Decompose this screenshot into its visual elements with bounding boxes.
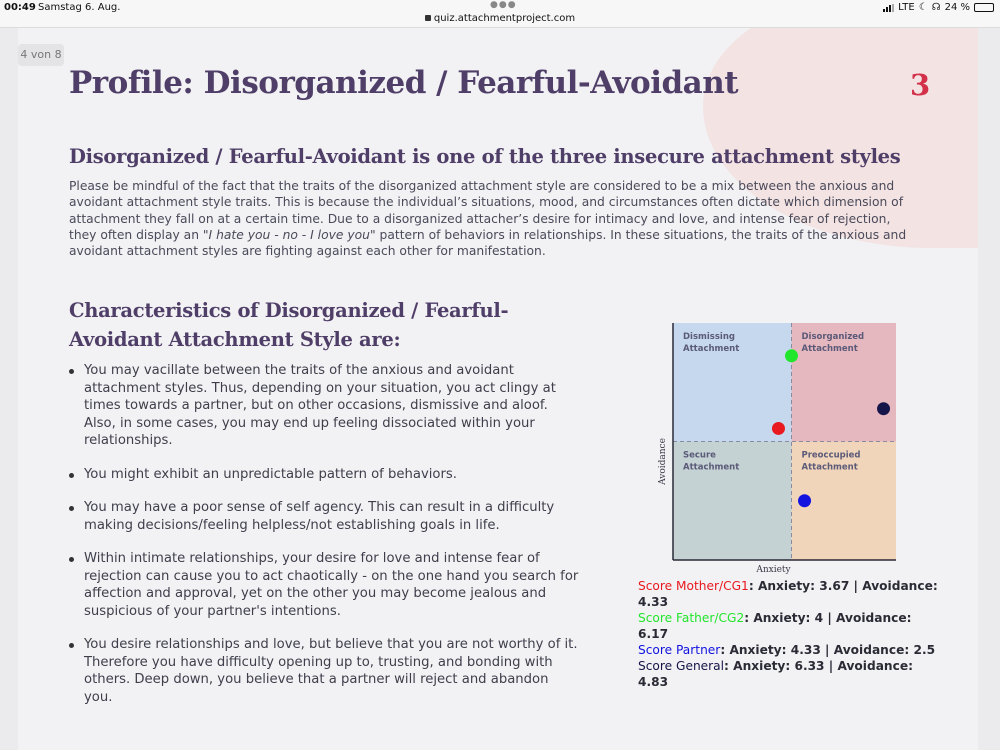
url-text: quiz.attachmentproject.com [433, 13, 576, 24]
list-item: You desire relationships and love, but believe that you are not worthy of it. Therefore you have difficulty opening up to, trusting, and bonding with others. Deep down, you believe that a partner will reject and abandon you. [69, 636, 579, 706]
list-item: You might exhibit an unpredictable pattern of behaviors. [69, 466, 579, 484]
section-heading-characteristics: Characteristics of Disorganized / Fearful-Avoidant Attachment Style are: [69, 299, 509, 351]
quadrant-secure-label: Secure [683, 450, 716, 461]
characteristics-list [69, 362, 579, 722]
moon-icon: ☾ [918, 2, 928, 13]
score-row-mother: Score Mother/CG1: Anxiety: 3.67 | Avoidance: 4.33 [638, 579, 938, 609]
quadrant-disorganized-label: Attachment [801, 344, 858, 354]
score-value: Anxiety: 4 | Avoidance: 6.17 [638, 611, 912, 641]
attachment-chart [636, 318, 896, 580]
score-value: Anxiety: 3.67 | Avoidance: 4.33 [638, 579, 938, 609]
multitask-dots-icon[interactable]: ●●● [490, 0, 517, 10]
x-axis-label: Anxiety [756, 565, 791, 575]
score-value: Anxiety: 4.33 | Avoidance: 2.5 [729, 643, 936, 657]
quadrant-dismissing-label: Dismissing [683, 332, 735, 342]
score-label: Score Partner [638, 643, 721, 657]
headphones-icon: ☊ [931, 2, 941, 13]
quadrant-preoccupied-label: Attachment [801, 462, 858, 473]
status-date: Samstag 6. Aug. [38, 2, 121, 13]
signal-icon [883, 4, 894, 12]
section-heading-insecure: Disorganized / Fearful-Avoidant is one of the three insecure attachment styles [69, 145, 901, 168]
status-bar [0, 0, 1000, 28]
point-mother [772, 422, 785, 435]
intro-text-1: Please be mindful of the fact that the traits of the disorganized attachment style are considered to be a mix between the anxious and avoidant attachment style traits. This is because the individual’s situations, mood, and circumstances often dictate which dimension of attachment they fall on at a certain time. Due to a disorganized attacher’s desire for intimacy and love, and intense fear of rejection, they often display an [69, 179, 904, 242]
intro-paragraph [69, 178, 909, 259]
quadrant-dismissing-label: Attachment [683, 344, 740, 354]
quadrant-disorganized-label: Disorganized [801, 332, 865, 342]
score-row-father: Score Father/CG2: Anxiety: 4 | Avoidance: 6.17 [638, 611, 912, 641]
score-legend [638, 578, 938, 690]
quiz-page [18, 28, 978, 750]
status-time: 00:49 [4, 2, 36, 13]
score-label: Score Mother/CG1 [638, 579, 749, 593]
status-indicators [883, 2, 994, 13]
address-bar[interactable] [0, 13, 1000, 24]
score-row-partner: Score Partner: Anxiety: 4.33 | Avoidance: 2.5 [638, 643, 936, 657]
quadrant-secure-label: Attachment [683, 462, 740, 473]
score-label: Score General [638, 659, 725, 673]
list-item: Within intimate relationships, your desire for love and intense fear of rejection can cause you to act chaotically - on the one hand you search for affection and approval, yet on the other you may become jealous and suspicious of your partner's intentions. [69, 550, 579, 620]
score-label: Score Father/CG2 [638, 611, 745, 625]
point-partner [798, 494, 811, 507]
page-title: Profile: Disorganized / Fearful-Avoidant [69, 65, 739, 101]
intro-quote: "I hate you - no - I love you" [202, 227, 376, 242]
intro-text-2: pattern of behaviors in relationships. In these situations, the traits of the anxious and avoidant attachment styles are fighting against each other for manifestation. [69, 227, 907, 259]
profile-number: 3 [910, 68, 931, 102]
score-row-general: Score General: Anxiety: 6.33 | Avoidance: 4.83 [638, 659, 913, 689]
point-general [877, 402, 890, 415]
list-item: You may vacillate between the traits of the anxious and avoidant attachment styles. Thus, depending on your situation, you act clingy at times towards a partner, but on other occasions, dismissive and aloof. Also, in some cases, you may end up feeling dissociated within your relationships. [69, 362, 579, 450]
point-father [785, 349, 798, 362]
quadrant-preoccupied-label: Preoccupied [801, 450, 861, 461]
network-type: LTE [898, 2, 915, 13]
attachment-chart-svg [636, 318, 896, 580]
battery-icon [974, 3, 994, 12]
list-item: You may have a poor sense of self agency. This can result in a difficulty making decisions/feeling helpless/not establishing goals in life. [69, 499, 579, 534]
y-axis-label: Avoidance [658, 438, 668, 485]
lock-icon [425, 15, 431, 21]
score-value: Anxiety: 6.33 | Avoidance: 4.83 [638, 659, 913, 689]
page-indicator: 4 von 8 [18, 44, 64, 66]
battery-percent: 24 % [944, 2, 970, 13]
